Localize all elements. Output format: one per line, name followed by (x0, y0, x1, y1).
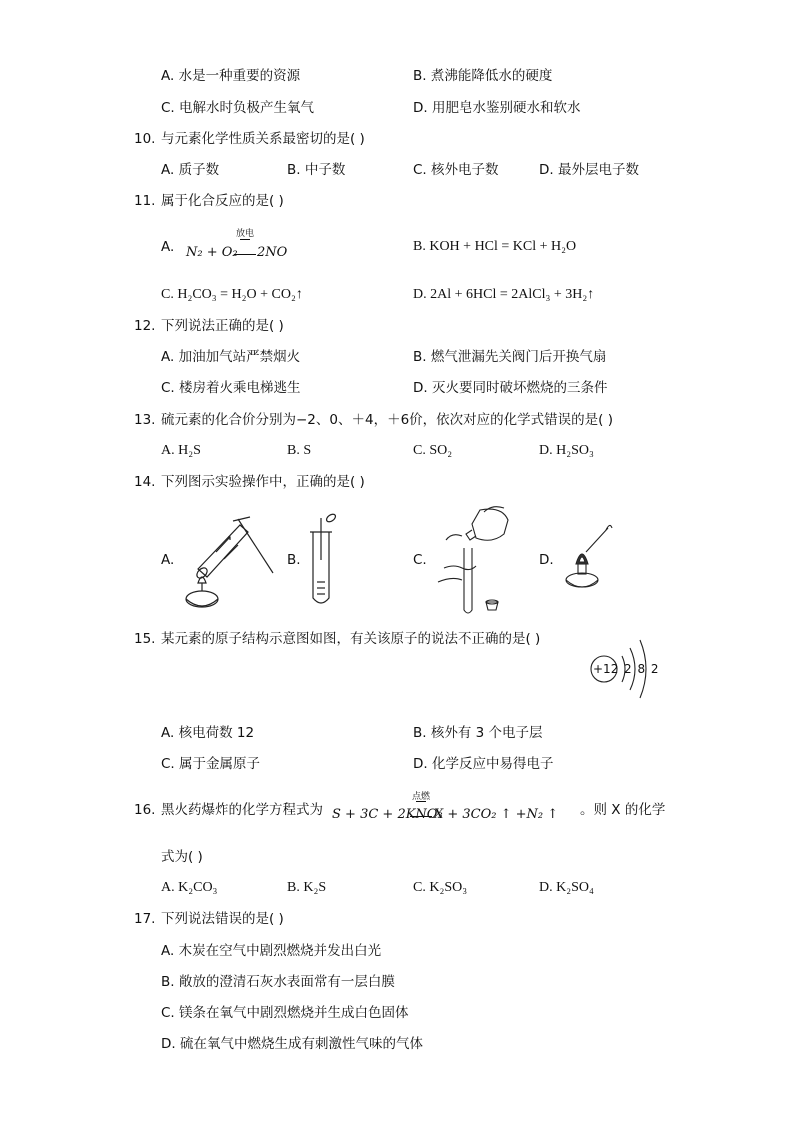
q16-option-d: D. K₂SO₄ (539, 880, 594, 895)
q15-option-c: C. 属于金属原子 (161, 756, 261, 772)
equation-bar (240, 239, 250, 240)
q11-equation-left: N₂ + O₂ (186, 245, 238, 260)
q16-stem-after: 。则 X 的化学 (580, 802, 666, 818)
q14-option-d-label: D. (539, 552, 554, 568)
q12-option-b: B. 燃气泄漏先关阀门后开换气扇 (413, 349, 607, 365)
nucleus-charge: +12 (593, 662, 619, 676)
q14-option-b-label: B. (287, 552, 301, 568)
q16-number: 16. (134, 802, 156, 818)
q17-number: 17. (134, 911, 156, 927)
electron-shells: 2 8 2 (624, 662, 660, 676)
q14-option-c-label: C. (413, 552, 427, 568)
q15-option-d: D. 化学反应中易得电子 (413, 756, 554, 772)
q11-option-d: D. 2Al + 6HCl = 2AlCl₃ + 3H₂↑ (413, 287, 595, 302)
q15-stem: 某元素的原子结构示意图如图，有关该原子的说法不正确的是( ) (161, 631, 541, 647)
q14-number: 14. (134, 474, 156, 490)
q10-option-d: D. 最外层电子数 (539, 162, 639, 178)
equation-arrow-line (234, 254, 256, 255)
q15-number: 15. (134, 631, 156, 647)
q14-option-a-label: A. (161, 552, 175, 568)
q12-stem: 下列说法正确的是( ) (161, 318, 284, 334)
q9-option-d: D. 用肥皂水鉴别硬水和软水 (413, 100, 581, 116)
q13-stem: 硫元素的化合价分别为−2、0、＋4，＋6价，依次对应的化学式错误的是( ) (161, 412, 613, 428)
q16-equation-left: S + 3C + 2KNO₃ (332, 807, 443, 822)
q13-option-d: D. H₂SO₃ (539, 443, 594, 458)
q12-number: 12. (134, 318, 156, 334)
q9-option-b: B. 煮沸能降低水的硬度 (413, 68, 553, 84)
q16-stem-line2: 式为( ) (161, 849, 203, 865)
q13-option-b: B. S (287, 443, 312, 458)
q11-equation-right: 2NO (257, 245, 288, 260)
q16-option-c: C. K₂SO₃ (413, 880, 468, 895)
q11-option-a-label: A. (161, 239, 175, 255)
q11-option-c: C. H₂CO₃ = H₂O + CO₂↑ (161, 287, 303, 302)
q13-number: 13. (134, 412, 156, 428)
pouring-liquid-illustration (432, 504, 512, 616)
q10-number: 10. (134, 131, 156, 147)
dropper-in-test-tube-illustration (305, 512, 345, 608)
q9-option-c: C. 电解水时负极产生氧气 (161, 100, 315, 116)
q15-option-b: B. 核外有 3 个电子层 (413, 725, 543, 741)
q11-reaction-condition: 放电 (236, 229, 255, 239)
q16-equation-right: X + 3CO₂ ↑ +N₂ ↑ (434, 807, 559, 822)
q17-option-c: C. 镁条在氧气中剧烈燃烧并生成白色固体 (161, 1005, 409, 1021)
q17-stem: 下列说法错误的是( ) (161, 911, 284, 927)
q17-option-d: D. 硫在氧气中燃烧生成有刺激性气味的气体 (161, 1036, 423, 1052)
q11-stem: 属于化合反应的是( ) (161, 193, 284, 209)
q13-option-a: A. H₂S (161, 443, 201, 458)
q15-option-a: A. 核电荷数 12 (161, 725, 255, 741)
q11-number: 11. (134, 193, 156, 209)
q10-option-a: A. 质子数 (161, 162, 220, 178)
q17-option-b: B. 敞放的澄清石灰水表面常有一层白膜 (161, 974, 395, 990)
q11-option-b: B. KOH + HCl = KCl + H₂O (413, 239, 577, 254)
equation-bar (416, 801, 426, 802)
q10-option-b: B. 中子数 (287, 162, 346, 178)
q13-option-c: C. SO₂ (413, 443, 453, 458)
q12-option-c: C. 楼房着火乘电梯逃生 (161, 380, 301, 396)
q17-option-a: A. 木炭在空气中剧烈燃烧并发出白光 (161, 943, 382, 959)
q16-option-a: A. K₂CO₃ (161, 880, 218, 895)
q12-option-a: A. 加油加气站严禁烟火 (161, 349, 301, 365)
q10-option-c: C. 核外电子数 (413, 162, 499, 178)
q16-reaction-condition: 点燃 (412, 792, 431, 802)
q14-stem: 下列图示实验操作中，正确的是( ) (161, 474, 365, 490)
q9-option-a: A. 水是一种重要的资源 (161, 68, 301, 84)
q16-stem-before: 黑火药爆炸的化学方程式为 (161, 802, 323, 818)
heating-test-tube-illustration (178, 507, 268, 612)
q16-option-b: B. K₂S (287, 880, 327, 895)
q10-stem: 与元素化学性质关系最密切的是( ) (161, 131, 365, 147)
lighting-alcohol-lamp-illustration (560, 522, 612, 594)
equation-arrow-line (410, 816, 432, 817)
q12-option-d: D. 灭火要同时破坏燃烧的三条件 (413, 380, 608, 396)
